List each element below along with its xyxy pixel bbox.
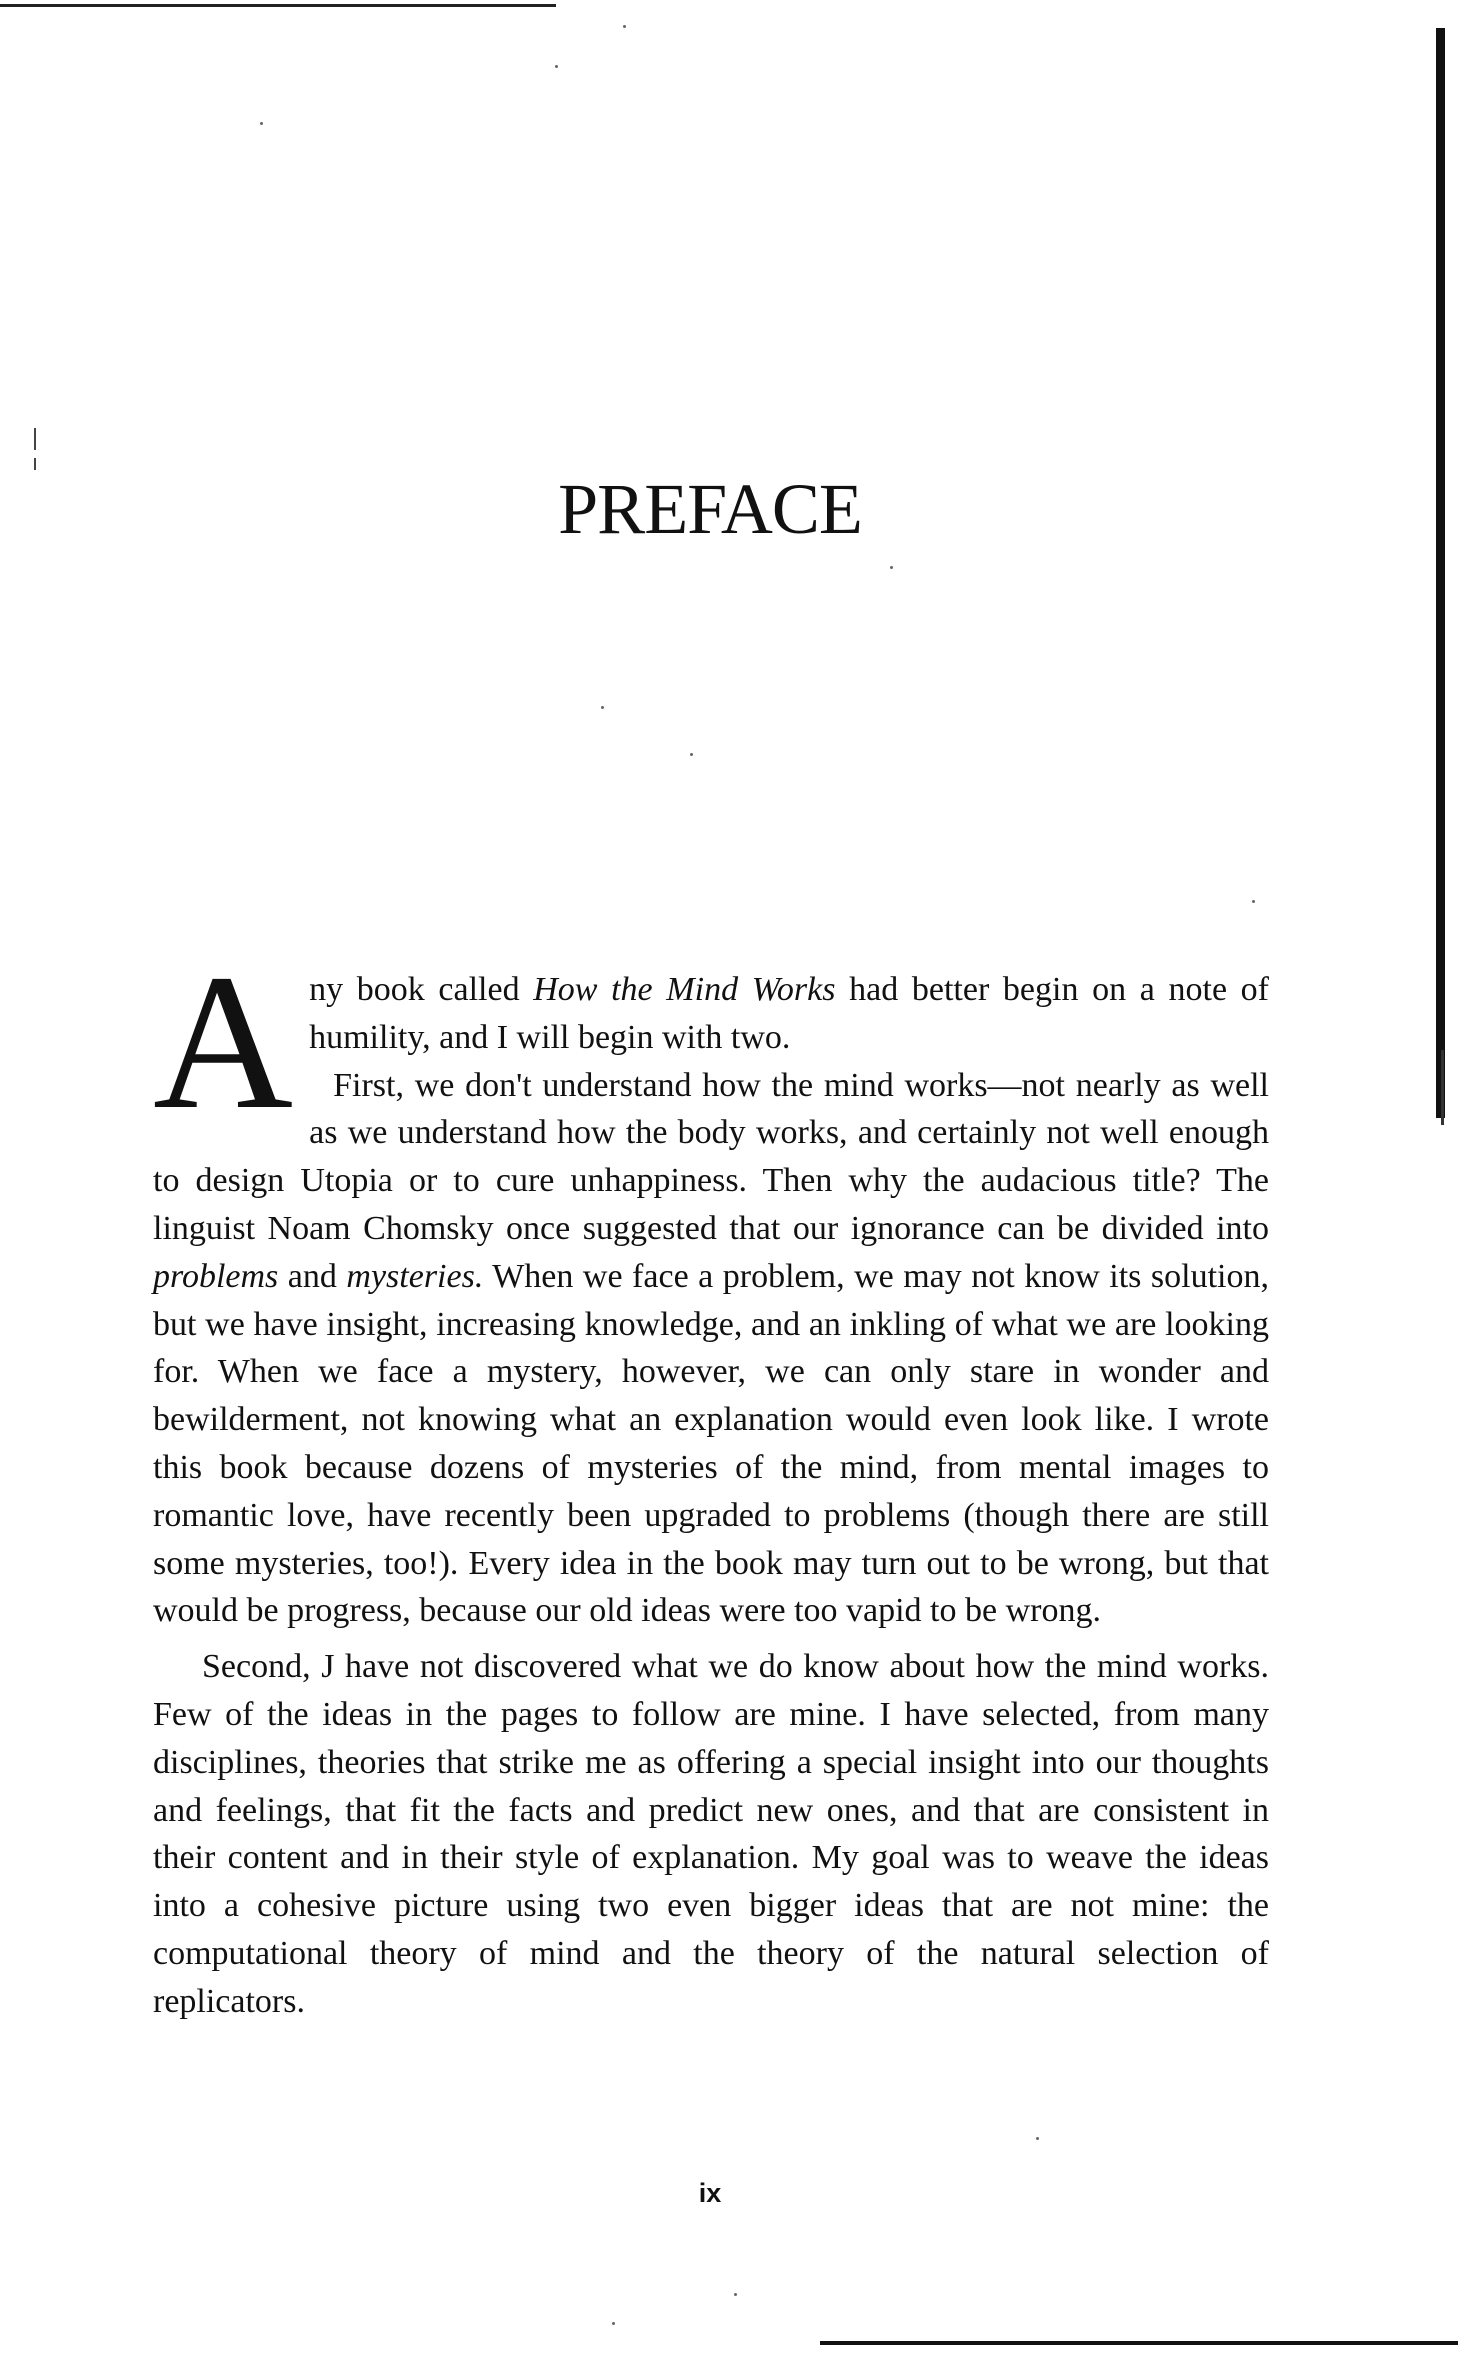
term-mysteries: mysteries.: [346, 1257, 484, 1295]
scan-speck: [623, 25, 626, 28]
scan-speck: [601, 706, 604, 709]
scan-artifact-right-edge-tail: [1441, 1050, 1444, 1125]
paragraph-2: Second, J have not discovered what we do know about how the mind works. Few of the ideas in the pages to follow are mine. I have selected, from many disciplines, theories that strike me as offering a special insight into our thoughts and feelings, that fit the facts and predict new ones, and that are consistent in their content and in their style of explanation. My goal was to weave the ideas into a cohesive picture using two even bigger ideas that are not mine: the computational theory of mind and the theory of the natural selection of replicators.: [153, 1648, 1269, 2020]
paragraph-1: [153, 934, 1270, 1635]
book-title: How the Mind Works: [533, 971, 836, 1008]
term-problems: problems: [153, 1257, 279, 1295]
scan-artifact-left-tick: [34, 428, 36, 450]
scan-artifact-bottom-rule: [820, 2341, 1458, 2345]
scan-speck: [734, 2293, 737, 2296]
paragraph-1-lead-a: ny book called: [309, 971, 534, 1008]
paragraph-1-lead-b: had better begin on a note of humility, and I will begin with two.: [309, 971, 1270, 1056]
scan-speck: [1036, 2137, 1039, 2140]
scan-speck: [890, 566, 893, 569]
conjunction-and: and: [278, 1257, 347, 1295]
scan-artifact-right-edge: [1436, 28, 1445, 1118]
scan-speck: [555, 65, 558, 68]
page-title: PREFACE: [558, 469, 862, 549]
paragraph-1-text-a: First, we don't understand how the mind works—not nearly as well as we understand how the body works, and certainly not well enough to design Utopia or to cure unhappiness. Then why the audacious title? The linguist Noam Chomsky once suggested that our ignorance can be divided into: [153, 1066, 1269, 1247]
scan-speck: [612, 2322, 615, 2325]
paragraph-1-text-b: When we face a problem, we may not know its solution, but we have insight, increasing knowledge, and an inkling of what we are looking for. When we face a mystery, however, we can only stare in wonder and bewilderment, not knowing what an explanation would even look like. I wrote this book because dozens of mysteries of the mind, from mental images to romantic love, have recently been upgraded to problems (though there are still some mysteries, too!). Every idea in the book may turn out to be wrong, but that would be progress, because our old ideas were too vapid to be wrong.: [153, 1257, 1269, 1630]
scan-speck: [690, 753, 693, 756]
scan-speck: [1252, 900, 1255, 903]
preface-body: [153, 934, 1270, 2026]
scan-speck: [260, 122, 263, 125]
drop-cap: A: [153, 934, 294, 1149]
scan-artifact-top-rule: [0, 4, 556, 7]
page-number: ix: [698, 2178, 722, 2208]
